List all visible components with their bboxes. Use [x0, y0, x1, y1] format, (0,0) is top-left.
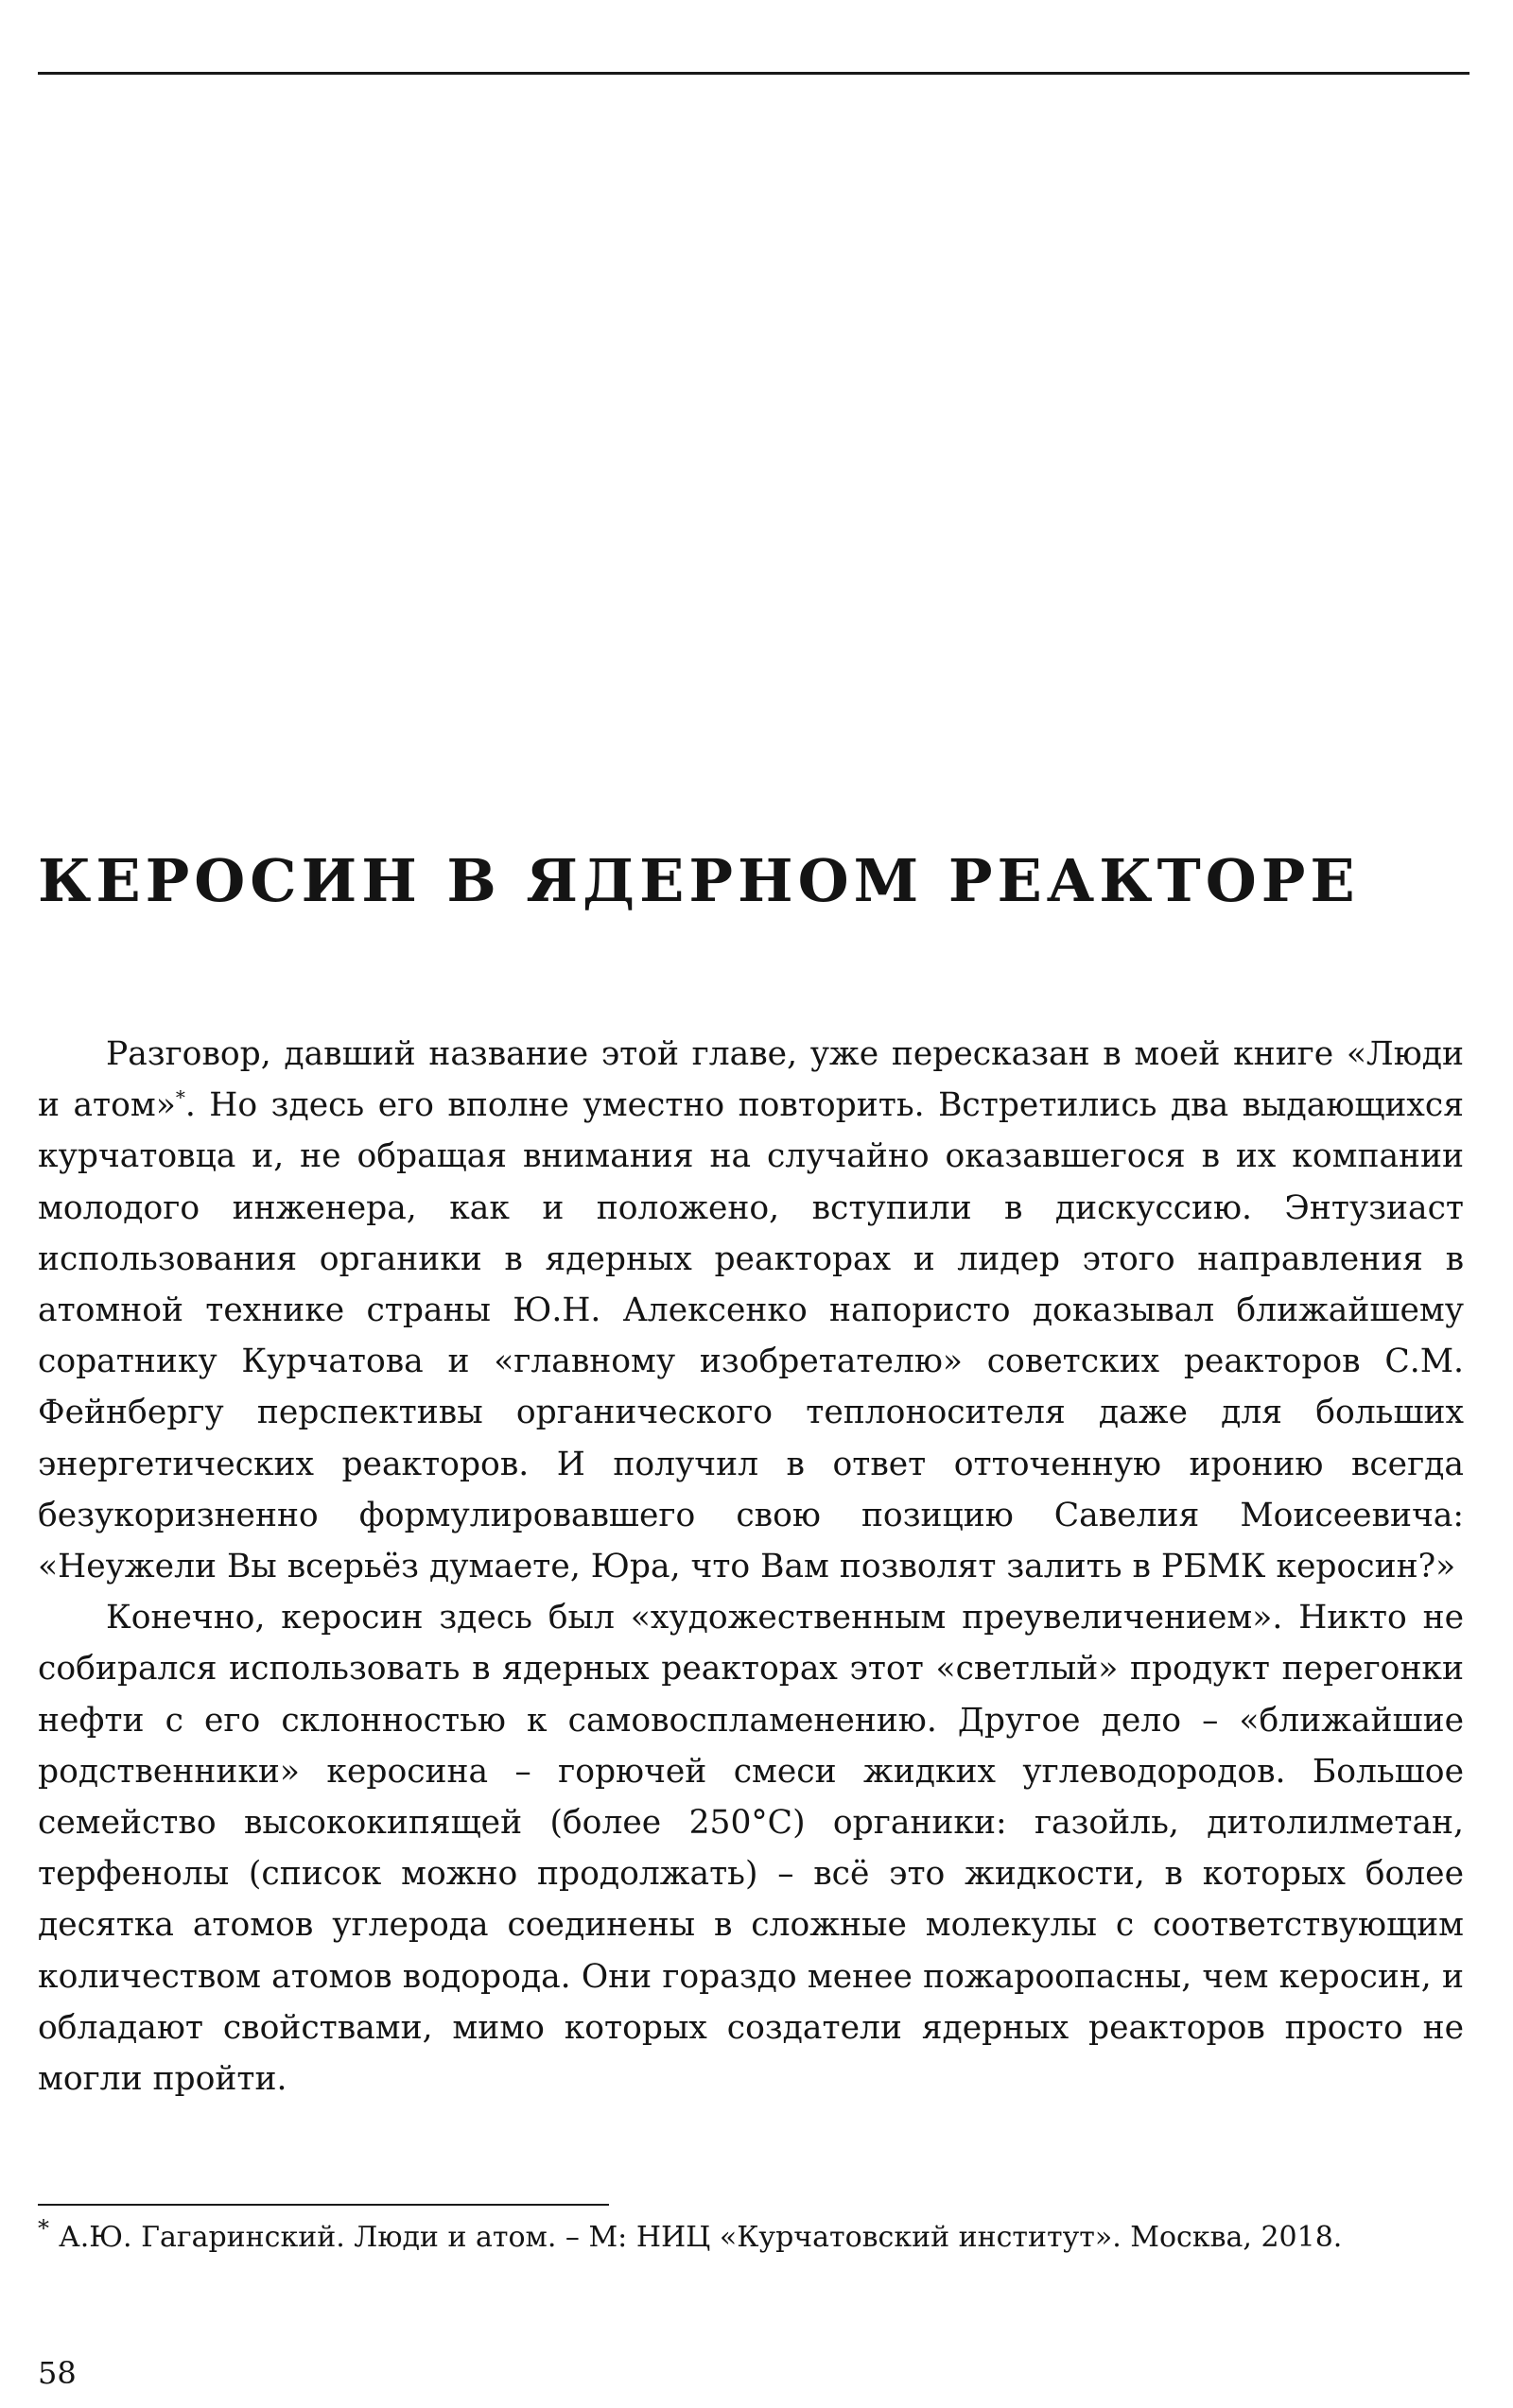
- paragraph-2: Конечно, керосин здесь был «художественным преувеличением». Никто не собирался использовать в ядерных реакторах этот «светлый» продукт перегонки нефти с его склонностью к самовоспламенению. Другое дело – «ближайшие родственники» керосина – горючей смеси жидких углеводородов. Большое семейство высококипящей (более 250°С) органики: газойль, дитолилметан, терфенолы (список можно продолжать) – всё это жидкости, в которых более десятка атомов углерода соединены в сложные молекулы с соответствующим количеством атомов водорода. Они гораздо менее пожароопасны, чем керосин, и обладают свойствами, мимо которых создатели ядерных реакторов просто не могли пройти.: [38, 1599, 1464, 2099]
- footnote-text: А.Ю. Гагаринский. Люди и атом. – М: НИЦ «Курчатовский институт». Москва, 2018.: [59, 2221, 1343, 2254]
- paragraph-1-text-end: . Но здесь его вполне уместно повторить. Встретились два выдающихся курчатовца и, не обращая внимания на случайно оказавшегося в их компании молодого инженера, как и положено, вступили в дискуссию. Энтузиаст использования органики в ядерных реакторах и лидер этого направления в атомной технике страны Ю.Н. Алексенко напористо доказывал ближайшему соратнику Курчатова и «главному изобретателю» советских реакторов С.М. Фейнбергу перспективы органического теплоносителя даже для больших энергетических реакторов. И получил в ответ отточенную иронию всегда безукоризненно формулировавшего свою позицию Савелия Моисеевича: «Неужели Вы всерьёз думаете, Юра, что Вам позволят залить в РБМК керосин?»: [38, 1086, 1464, 1586]
- header-rule: [38, 72, 1470, 75]
- footnote-reference: *: [175, 1085, 185, 1109]
- paragraph-1: [38, 1029, 1464, 1592]
- footnote: [38, 2215, 1475, 2258]
- footnote-rule: [38, 2204, 609, 2206]
- page-number: 58: [38, 2355, 77, 2391]
- footnote-marker: *: [38, 2215, 49, 2242]
- paragraph-1-text-start: Разговор, давший название этой главе, уже пересказан в моей книге «Люди и атом»: [38, 1035, 1464, 1125]
- chapter-title: КЕРОСИН В ЯДЕРНОМ РЕАКТОРЕ: [38, 846, 1360, 915]
- body-text: [38, 1029, 1464, 2105]
